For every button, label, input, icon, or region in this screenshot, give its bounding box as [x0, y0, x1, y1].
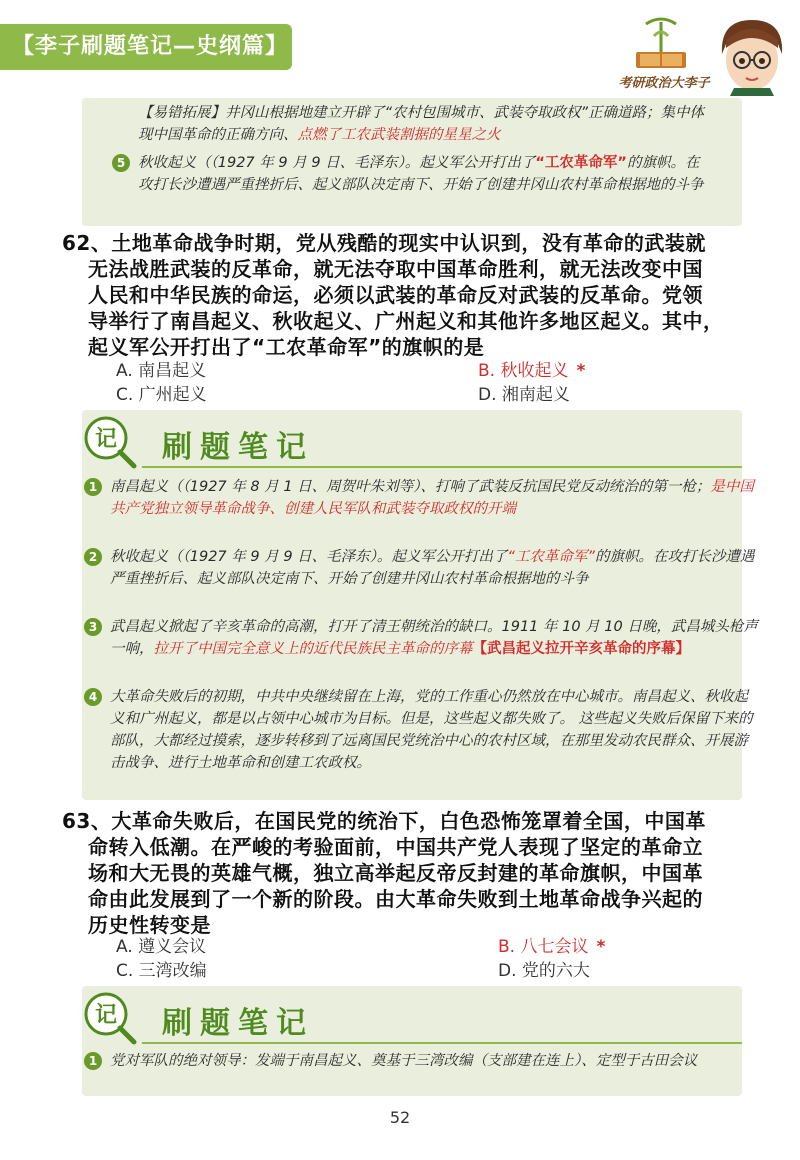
item-text: 秋收起义（（1927 年 9 月 9 日、毛泽东）。起义军公开打出了 — [110, 549, 508, 565]
note1-item-2 — [88, 546, 760, 590]
item-bold-red: “工农革命军” — [535, 155, 627, 171]
item-number: 3 — [84, 618, 102, 636]
note-title: 刷题笔记 — [162, 430, 314, 465]
correct-star: * — [576, 361, 586, 381]
note-divider — [142, 1042, 742, 1044]
stem-line: 命转入低潮。在严峻的考验面前，中国共产党人表现了坚定的革命立 — [88, 835, 703, 859]
note-badge-icon — [78, 988, 142, 1048]
q63-option-b — [498, 932, 605, 957]
q63-option-d: D. 党的六大 — [498, 961, 590, 981]
q62-option-a: A. 南昌起义 — [116, 361, 207, 381]
badge-char: 记 — [94, 427, 118, 452]
note-header-1 — [78, 412, 718, 472]
note1-item-1 — [88, 476, 760, 520]
logo-text: 考研政治大李子 — [618, 76, 710, 91]
item-bold-red: 【武昌起义拉开辛亥革命的序幕】 — [472, 641, 690, 657]
item-red-text: 是中国共产党独立领导革命战争、创建人民军队和武装夺取政权的开端 — [110, 479, 754, 517]
extension-note — [138, 102, 708, 146]
item-text: 党对军队的绝对领导：发端于南昌起义、奠基于三湾改编（支部建在连上）、定型于古田会议 — [110, 1053, 698, 1069]
stem-line: 历史性转变是 — [88, 913, 211, 937]
stem-line: 62、土地革命战争时期，党从残酷的现实中认识到，没有革命的武装就 — [62, 231, 706, 255]
note-badge-icon — [78, 412, 142, 472]
q63-option-c: C. 三湾改编 — [116, 961, 207, 981]
stem-line: 人民和中华民族的命运，必须以武装的革命反对武装的反革命。党领 — [88, 283, 703, 307]
extension-text: 井冈山根据地建立开辟了“农村包围城市、武装夺取政权”正确道路；集中体现中国革命的正确方向、 — [138, 105, 705, 143]
item-text: 秋收起义（（1927 年 9 月 9 日、毛泽东）。起义军公开打出了 — [138, 155, 536, 171]
note-title: 刷题笔记 — [162, 1006, 314, 1041]
item-number: 5 — [112, 154, 130, 172]
option-text: B. 八七会议 — [498, 937, 589, 957]
item-text-b: 的旗帜。在攻打长沙遭遇严重挫折后、起义部队决定南下、开始了创建井冈山农村革命根据地的斗争 — [138, 155, 704, 193]
item-text: 武昌起义掀起了辛亥革命的高潮，打开了清王朝统治的缺口。1911 年 10 月 10 日晚，武昌城头枪声一响， — [110, 619, 758, 657]
item-number: 2 — [84, 548, 102, 566]
note1-item-3 — [88, 616, 760, 660]
top-note-box — [82, 98, 742, 226]
avatar — [712, 14, 792, 98]
stem-line: 导举行了南昌起义、秋收起义、广州起义和其他许多地区起义。其中， — [88, 309, 724, 333]
note-header-2 — [78, 988, 718, 1048]
item-text: 大革命失败后的初期，中共中央继续留在上海，党的工作重心仍然放在中心城市。南昌起义、秋收起义和广州起义，都是以占领中心城市为目标。但是，这些起义都失败了。 这些起义失败后保留下来的部队，大都经过摸索，逐步转移到了远离国民党统治中心的农村区域，在那里发动农民群众、开展游击战争、进行土地革命和创建工农政权。 — [110, 689, 753, 771]
question-62-stem — [62, 230, 744, 360]
correct-star: * — [596, 937, 606, 957]
badge-char: 记 — [94, 1003, 118, 1028]
stem-line: 命由此发展到了一个新的阶段。由大革命失败到土地革命战争兴起的 — [88, 887, 703, 911]
item-number: 1 — [84, 1052, 102, 1070]
item-text-b: 的旗帜。在攻打长沙遭遇严重挫折后、起义部队决定南下、开始了创建井冈山农村革命根据地的斗争 — [110, 549, 755, 587]
stem-line: 无法战胜武装的反革命，就无法夺取中国革命胜利，就无法改变中国 — [88, 257, 703, 281]
q62-option-b — [478, 356, 585, 381]
note2-item-1 — [88, 1050, 760, 1072]
item-red-text: “工农革命军” — [507, 549, 595, 565]
q63-option-a: A. 遵义会议 — [116, 937, 207, 957]
question-63-stem — [62, 808, 744, 938]
option-text: B. 秋收起义 — [478, 361, 569, 381]
item-number: 1 — [84, 478, 102, 496]
item-red-text: 拉开了中国完全意义上的近代民族民主革命的序幕 — [153, 641, 473, 657]
header-title: 【李子刷题笔记—史纲篇】 — [0, 24, 292, 70]
item-text: 南昌起义（（1927 年 8 月 1 日、周贺叶朱刘等）、打响了武装反抗国民党反动统治的第一枪； — [110, 479, 711, 495]
top-note-item-5 — [116, 152, 708, 196]
note1-item-4 — [88, 686, 760, 774]
stem-line: 场和大无畏的英雄气概，独立高举起反帝反封建的革命旗帜，中国革 — [88, 861, 703, 885]
extension-label: 【易错拓展】 — [138, 105, 225, 121]
q62-option-d: D. 湘南起义 — [478, 385, 570, 405]
stem-line: 63、大革命失败后，在国民党的统治下，白色恐怖笼罩着全国，中国革 — [62, 809, 706, 833]
stem-line: 起义军公开打出了“工农革命军”的旗帜的是 — [88, 335, 485, 359]
item-number: 4 — [84, 688, 102, 706]
extension-red-text: 点燃了工农武装割据的星星之火 — [297, 127, 501, 143]
note-divider — [142, 466, 742, 468]
q62-option-c: C. 广州起义 — [116, 385, 207, 405]
page-number: 52 — [389, 1108, 411, 1127]
